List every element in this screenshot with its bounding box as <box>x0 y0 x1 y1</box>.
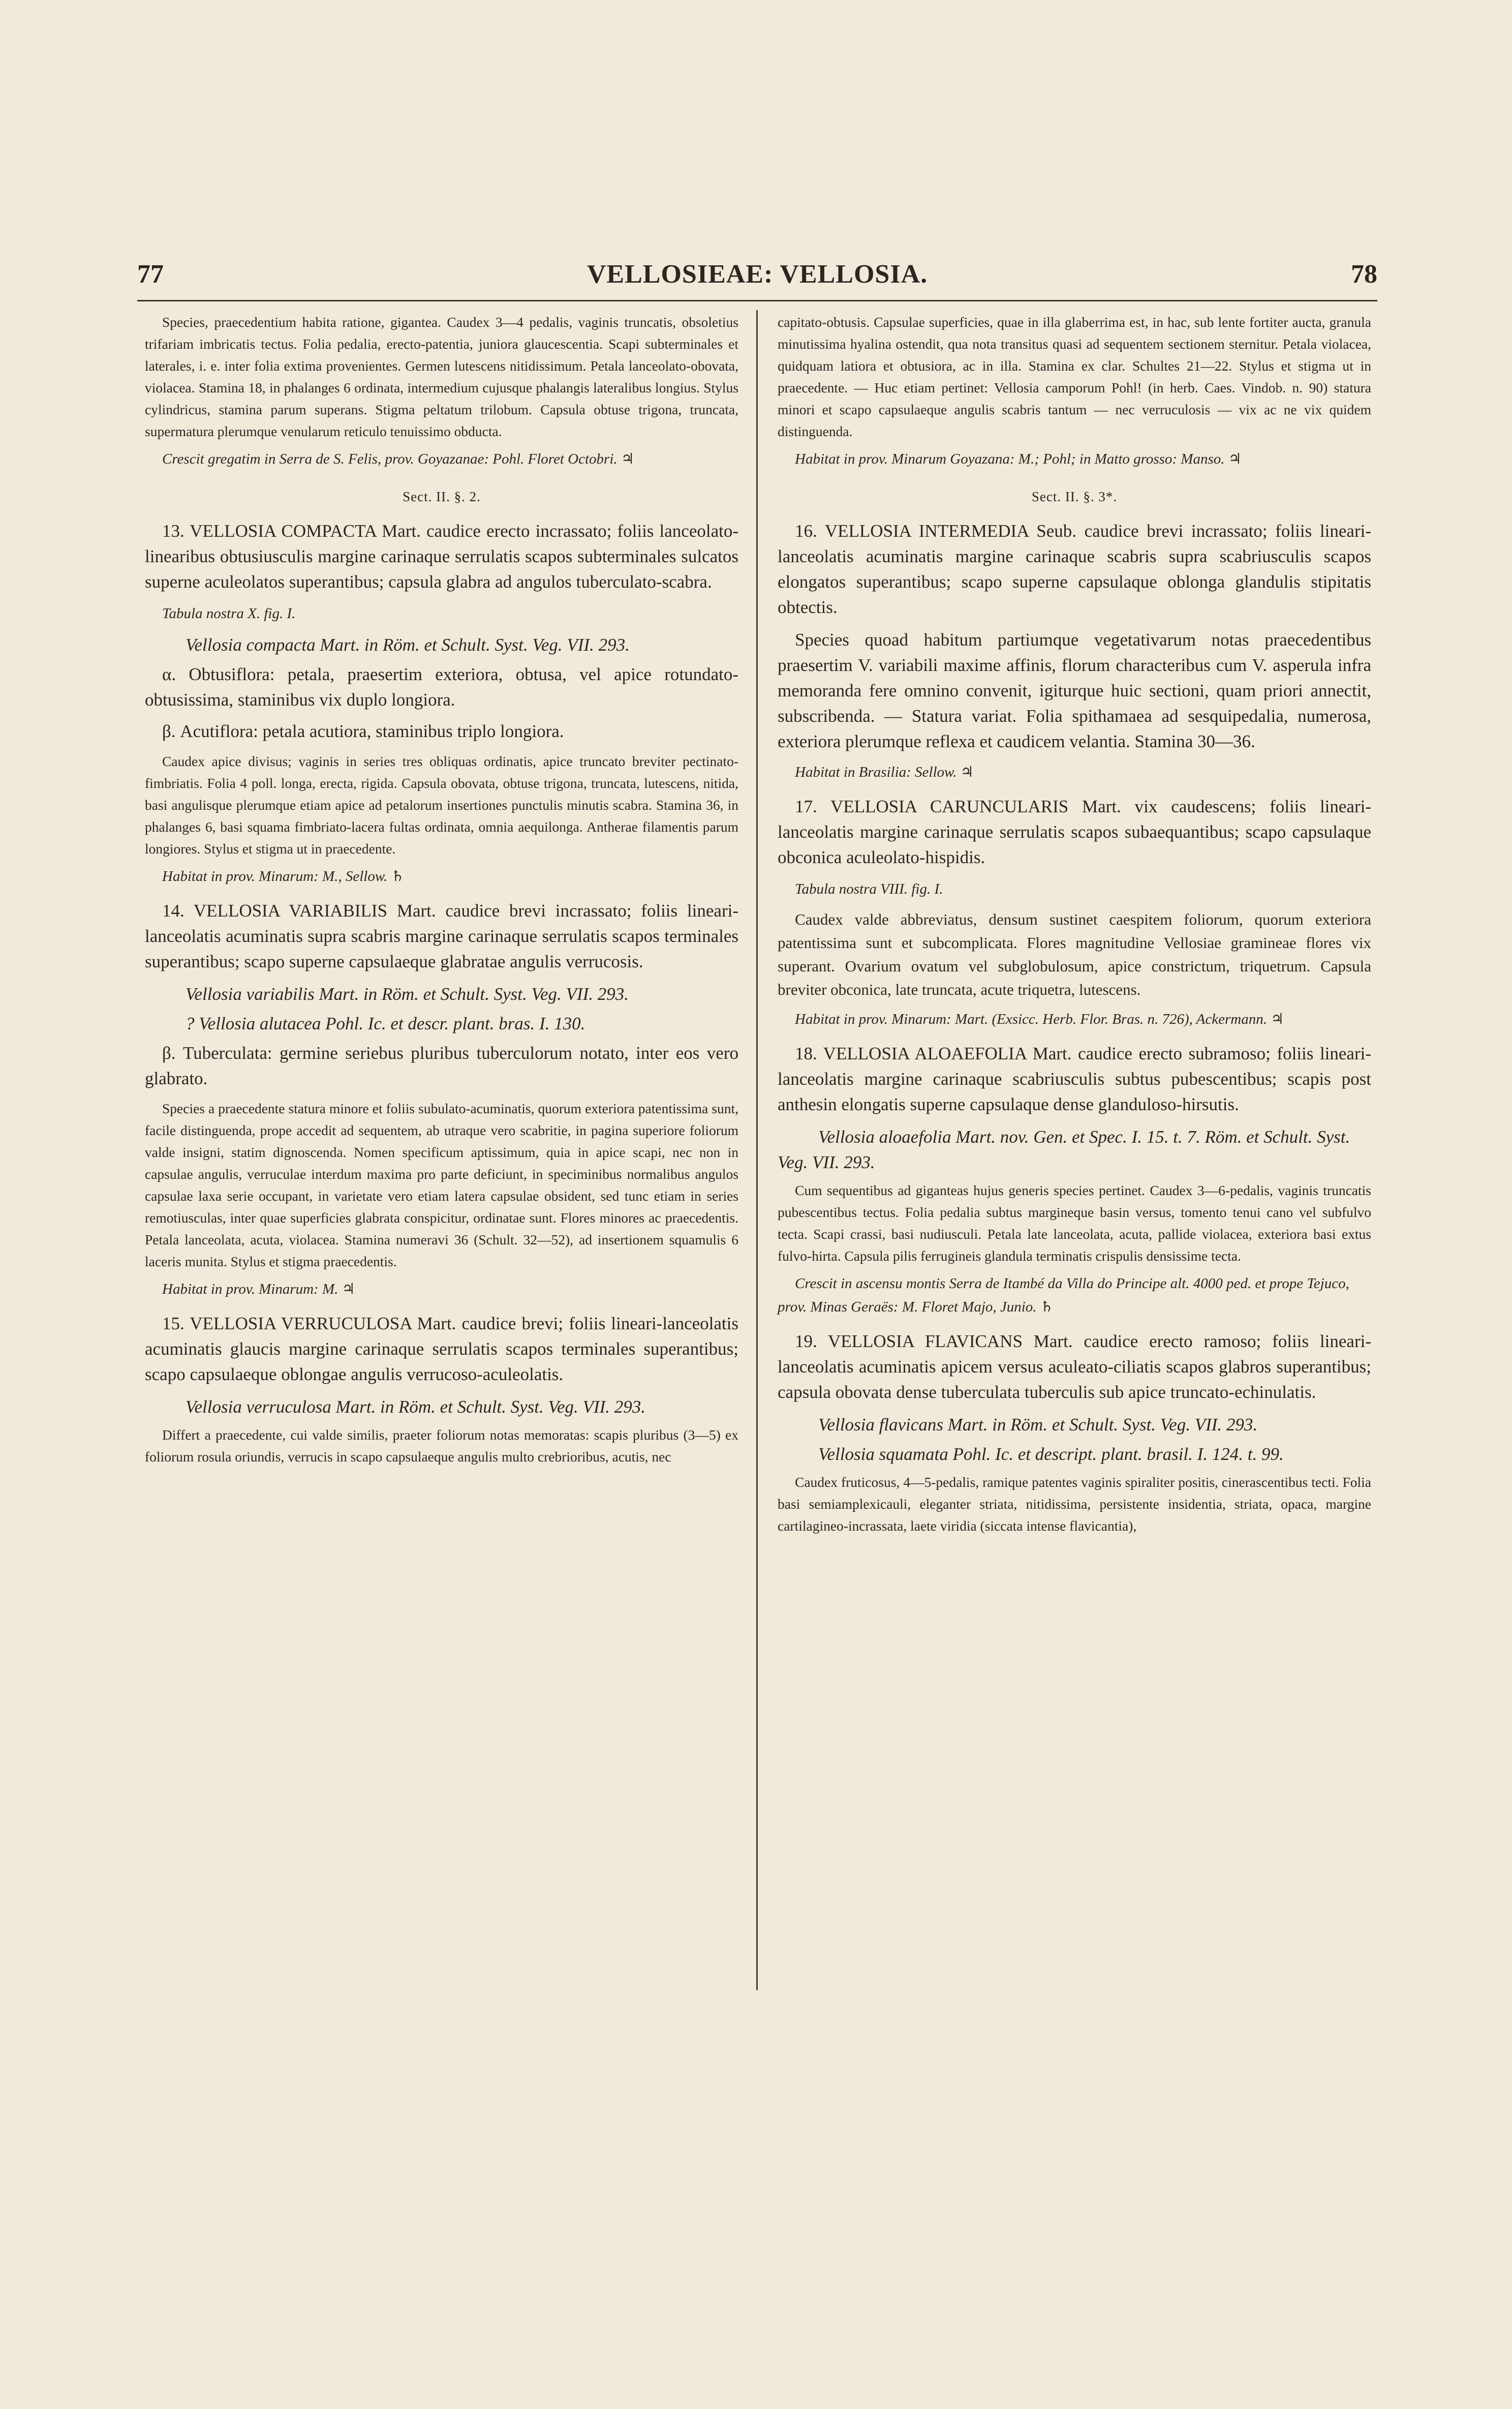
plate-reference: Tabula nostra X. fig. I. <box>162 605 296 622</box>
habitat-note: Habitat in prov. Minarum Goyazana: M.; Pohl; in Matto grosso: Manso. ♃ <box>795 451 1242 467</box>
habitat-note: Habitat in Brasilia: Sellow. ♃ <box>795 764 974 780</box>
synonym: ? Vellosia alutacea Pohl. Ic. et descr. plant. bras. I. 130. <box>186 1014 585 1033</box>
species-entry: 15. VELLOSIA VERRUCULOSA Mart. caudice brevi; foliis lineari-lanceolatis acuminatis glaucis margine carinaque serrulatis scapos terminales superantibus; scapo capsulaeque oblongae angulis verrucoso-aculeolatis. <box>145 1314 738 1384</box>
habitat-note: Crescit in ascensu montis Serra de Itambé da Villa do Principe alt. 4000 ped. et prope Tejuco, prov. Minas Geraës: M. Floret Majo, Junio. ♄ <box>778 1275 1349 1315</box>
description: Caudex valde abbreviatus, densum sustinet caespitem foliorum, quorum exteriora patentissima sunt et subcomplicata. Flores magnitudine Vellosiae gramineae flores vix superant. Ovarium ovatum vel subglobulosum, apice constrictum, triquetrum. Capsula breviter obconica, late truncata, acute triquetra, lutescens. <box>778 910 1371 998</box>
synonym: Vellosia aloaefolia Mart. nov. Gen. et Spec. I. 15. t. 7. Röm. et Schult. Syst. Veg. VII. 293. <box>778 1127 1350 1172</box>
variety: β. Tuberculata: germine seriebus pluribus tuberculorum notato, inter eos vero glabrato. <box>145 1043 738 1088</box>
description: Cum sequentibus ad giganteas hujus generis species pertinet. Caudex 3—6-pedalis, vaginis truncatis pubescentibus tectus. Folia pedalia subtus margineque basin versus, tomento tenui cano vel subfulvo tecta. Scapi crassi, basi nudiusculi. Petala late lanceolata, acuta, pallide violacea, exteriora basi extus fulvo-hirta. Capsula pilis ferrugineis glandula terminatis crispulis densissime tecta. <box>778 1182 1371 1264</box>
column-rule <box>756 310 758 1990</box>
synonym: Vellosia squamata Pohl. Ic. et descript. plant. brasil. I. 124. t. 99. <box>818 1444 1284 1464</box>
section-heading: Sect. II. §. 3*. <box>1031 489 1118 504</box>
page-number-right: 78 <box>1351 260 1377 289</box>
synonym: Vellosia compacta Mart. in Röm. et Schult. Syst. Veg. VII. 293. <box>186 635 630 655</box>
habitat-note: Habitat in prov. Minarum: M. ♃ <box>162 1281 355 1297</box>
habitat-note: Crescit gregatim in Serra de S. Felis, prov. Goyazanae: Pohl. Floret Octobri. ♃ <box>162 451 634 467</box>
species-entry: 19. VELLOSIA FLAVICANS Mart. caudice erecto ramoso; foliis lineari-lanceolatis acuminatis apicem versus aculeato-ciliatis scapos glabros superantibus; capsula obovata dense tuberculata tuberculis sub apice truncato-echinulatis. <box>778 1331 1371 1402</box>
synonym: Vellosia verruculosa Mart. in Röm. et Schult. Syst. Veg. VII. 293. <box>186 1397 645 1417</box>
paragraph: Species, praecedentium habita ratione, gigantea. Caudex 3—4 pedalis, vaginis truncatis, obsoletius trifariam imbricatis tectus. Folia pedalia, erecto-patentia, juniora glaucescentia. Scapi subterminales et laterales, i. e. inter folia extima provenientes. Germen lutescens nitidissimum. Petala lanceolato-obovata, violacea. Stamina 18, in phalanges 6 ordinata, intermedium cujusque phalangis lateralibus longius. Stylus cylindricus, stamina parum superans. Stigma peltatum trilobum. Capsula obtuse trigona, truncata, supermatura plerumque venularum reticulo tenuissimo obducta. <box>145 314 738 439</box>
page-number-left: 77 <box>137 260 164 289</box>
synonym: Vellosia flavicans Mart. in Röm. et Schult. Syst. Veg. VII. 293. <box>818 1415 1258 1435</box>
description: Species quoad habitum partiumque vegetativarum notas praecedentibus praesertim V. variabili maxime affinis, florum characteribus cum V. asperula infra memoranda fere omnino convenit, igiturque huic sectioni, quam priori annectit, subscribenda. — Statura variat. Folia spithamaea ad sesquipedalia, numerosa, exteriora plerumque reflexa et caudicem velantia. Stamina 30—36. <box>778 630 1371 751</box>
variety: β. Acutiflora: petala acutiora, staminibus triplo longiora. <box>162 721 564 741</box>
page-header <box>137 257 1377 292</box>
section-heading: Sect. II. §. 2. <box>403 489 481 504</box>
synonym: Vellosia variabilis Mart. in Röm. et Schult. Syst. Veg. VII. 293. <box>186 984 629 1004</box>
species-entry: 17. VELLOSIA CARUNCULARIS Mart. vix caudescens; foliis lineari-lanceolatis margine carinaque serrulatis scapos subaequantibus; scapo capsulaque obconica aculeolato-hispidis. <box>778 797 1371 867</box>
species-entry: 16. VELLOSIA INTERMEDIA Seub. caudice brevi incrassato; foliis lineari-lanceolatis acuminatis margine carinaque scabris supra scabriusculis scapos elongatos superantibus; scapo superne capsulaque oblonga glandulis stipitatis obtectis. <box>778 521 1371 617</box>
description: Caudex apice divisus; vaginis in series tres obliquas ordinatis, apice truncato breviter pectinato-fimbriatis. Folia 4 poll. longa, erecta, rigida. Capsula obovata, obtuse trigona, truncata, lutescens, nitida, basi angulisque plerumque etiam apice ad petalorum insertiones punctulis minutis scabra. Stamina 36, in phalanges 6, basi squama fimbriato-lacera fultas ordinata, omnia aequilonga. Antherae filamentis parum longiores. Stylus et stigma ut in praecedente. <box>145 753 738 857</box>
plate-reference: Tabula nostra VIII. fig. I. <box>795 881 943 897</box>
description: Species a praecedente statura minore et foliis subulato-acuminatis, quorum exteriora patentissima sunt, facile distinguenda, prope accedit ad sequentem, ab utraque vero scabritie, in pagina superiore foliorum valde insigni, statim dignoscenda. Nomen specificum aptissimum, quia in apice scapi, nec non in capsulae angulis, verruculae interdum maxima pro parte deficiunt, in speciminibus normalibus angulos capsulae laxa serie occupant, in varietate vero etiam latera capsulae obsident, sed tunc etiam in series remotiusculas, inter quae superficies glabrata conspicitur, ordinatae sunt. Flores minores ac praecedentis. Petala lanceolata, acuta, violacea. Stamina numeravi 36 (Schult. 32—52), ad insertionem squamulis 6 laceris munita. Stylus et stigma praecedentis. <box>145 1101 738 1269</box>
habitat-note: Habitat in prov. Minarum: M., Sellow. ♄ <box>162 868 405 885</box>
species-entry: 13. VELLOSIA COMPACTA Mart. caudice erecto incrassato; foliis lanceolato-linearibus obtusiusculis margine carinaque serrulatis scapos subterminales sulcatos superne aculeolatos superantibus; capsula glabra ad angulos tuberculato-scabra. <box>145 521 738 592</box>
species-entry: 14. VELLOSIA VARIABILIS Mart. caudice brevi incrassato; foliis lineari-lanceolatis acuminatis supra scabris margine carinaque serrulatis scapos terminales superantibus; scapo superne capsulaeque glabratae angulis verrucosis. <box>145 901 738 971</box>
description: Differt a praecedente, cui valde similis, praeter foliorum notas memoratas: scapis pluribus (3—5) ex foliorum rosula oriundis, verrucis in scapo capsulaeque angulis multo crebrioribus, acutis, nec <box>145 1427 738 1465</box>
variety: α. Obtusiflora: petala, praesertim exteriora, obtusa, vel apice rotundato-obtusissima, staminibus vix duplo longiora. <box>145 664 738 710</box>
running-title: VELLOSIEAE: VELLOSIA. <box>587 260 928 289</box>
left-column <box>145 311 738 1473</box>
habitat-note: Habitat in prov. Minarum: Mart. (Exsicc. Herb. Flor. Bras. n. 726), Ackermann. ♃ <box>795 1011 1284 1027</box>
right-column <box>778 311 1371 1542</box>
description: Caudex fruticosus, 4—5-pedalis, ramique patentes vaginis spiraliter positis, cinerascentibus tecti. Folia basi semiamplexicauli, eleganter striata, nitidissima, persistente insidentia, striata, opaca, margine cartilagineo-incrassata, laete viridia (siccata intense flavicantia), <box>778 1474 1371 1534</box>
paragraph: capitato-obtusis. Capsulae superficies, quae in illa glaberrima est, in hac, sub lente fortiter aucta, granula minutissima hyalina ostendit, qua nota transitus quasi ad sequentem sectionem sternitur. Petala violacea, quidquam latiora et obtusiora, ac in illa. Stamina ex clar. Schultes 21—22. Stylus et stigma ut in praecedente. — Huc etiam pertinet: Vellosia camporum Pohl! (in herb. Caes. Vindob. n. 90) statura minori et scapo capsulaeque angulis scabris tantum — nec verruculosis — vix ac ne vix quidem distinguenda. <box>778 314 1371 439</box>
species-entry: 18. VELLOSIA ALOAEFOLIA Mart. caudice erecto subramoso; foliis lineari-lanceolatis margine carinaque scabriusculis subtus pubescentibus; scapis post anthesin elongatis superne capsulaque dense glanduloso-hirsutis. <box>778 1044 1371 1114</box>
header-rule <box>137 300 1377 301</box>
